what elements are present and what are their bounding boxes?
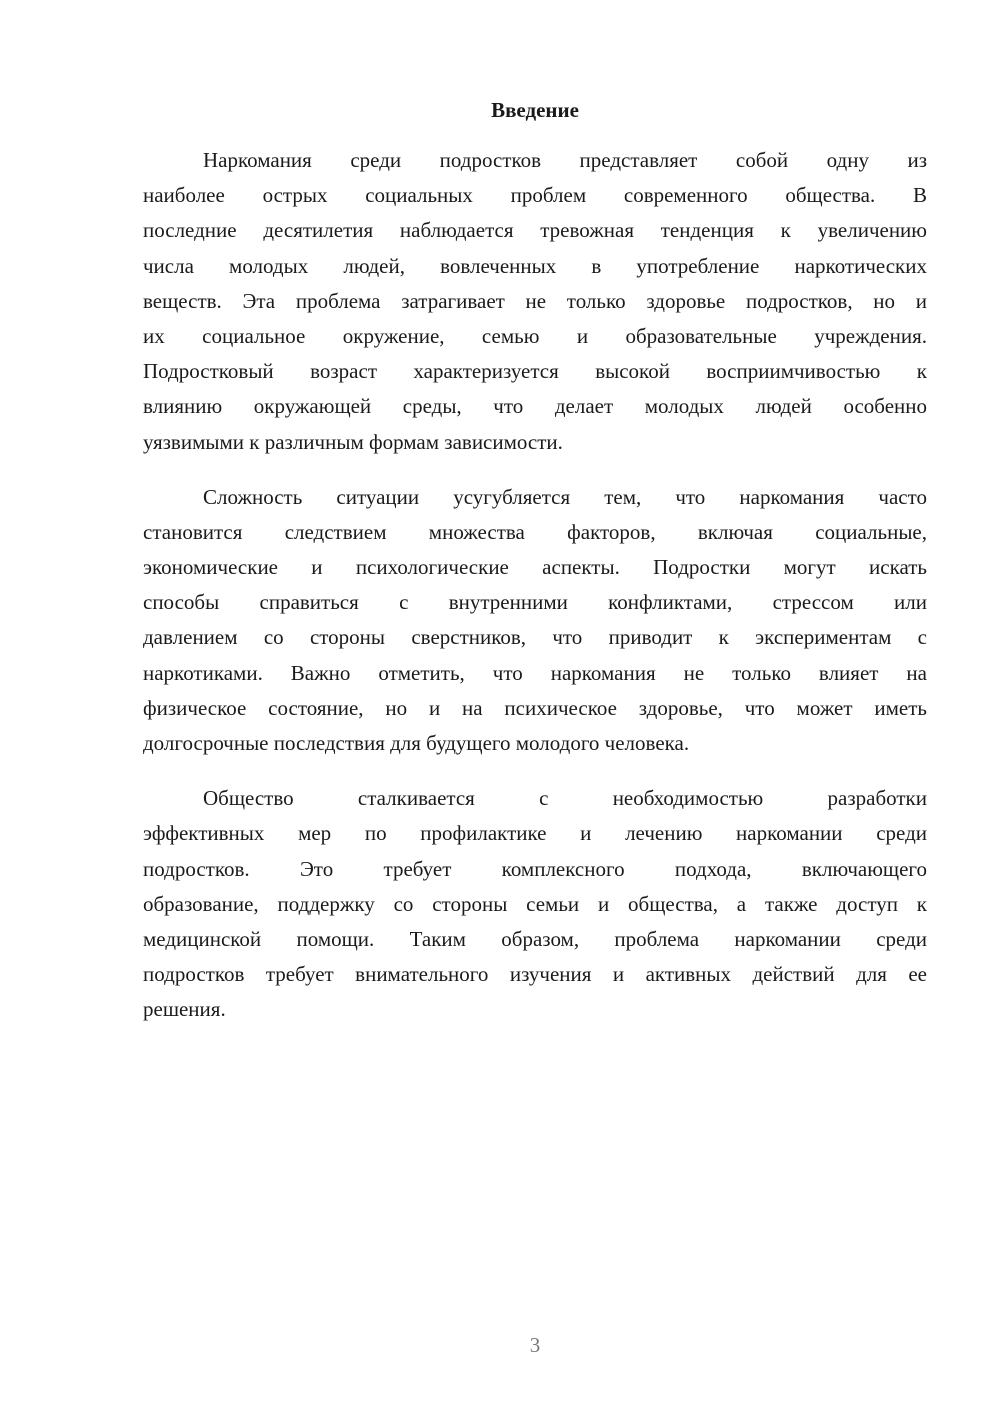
text-line: их социальное окружение, семью и образовательные учреждения. [143, 323, 927, 348]
text-line: веществ. Эта проблема затрагивает не только здоровье подростков, но и [143, 288, 927, 313]
paragraph [143, 781, 927, 1027]
text-line: подростков требует внимательного изучения и активных действий для ее [143, 962, 927, 987]
text-line: Наркомания среди подростков представляет собой одну из [203, 148, 927, 172]
text-line: влиянию окружающей среды, что делает молодых людей особенно [143, 394, 927, 419]
text-line: медицинской помощи. Таким образом, проблема наркомании среди [143, 926, 927, 951]
text-line: Сложность ситуации усугубляется тем, что наркомания часто [203, 484, 927, 509]
text-line: решения. [143, 997, 226, 1022]
text-line: долгосрочные последствия для будущего молодого человека. [143, 731, 690, 755]
section-heading: Введение [491, 98, 579, 122]
text-line: физическое состояние, но и на психическое здоровье, что может иметь [143, 695, 927, 720]
paragraph [143, 143, 927, 460]
text-line: наркотиками. Важно отметить, что наркомания не только влияет на [143, 660, 927, 685]
paragraph [143, 480, 927, 762]
text-line: числа молодых людей, вовлеченных в употребление наркотических [143, 253, 927, 278]
text-line: экономические и психологические аспекты. Подростки могут искать [143, 555, 927, 580]
text-line: Общество сталкивается с необходимостью разработки [203, 786, 927, 811]
text-line: наиболее острых социальных проблем современного общества. В [143, 183, 927, 208]
text-line: эффективных мер по профилактике и лечению наркомании среди [143, 821, 927, 846]
text-line: давлением со стороны сверстников, что приводит к экспериментам с [143, 625, 927, 650]
text-line: способы справиться с внутренними конфликтами, стрессом или [143, 590, 927, 615]
text-line: образование, поддержку со стороны семьи и общества, а также доступ к [143, 891, 927, 916]
page-number: 3 [529, 1333, 541, 1357]
text-line: подростков. Это требует комплексного подхода, включающего [143, 856, 927, 881]
document-body [143, 143, 927, 1048]
text-line: последние десятилетия наблюдается тревожная тенденция к увеличению [143, 218, 927, 243]
text-line: Подростковый возраст характеризуется высокой восприимчивостью к [143, 359, 927, 384]
text-line: становится следствием множества факторов, включая социальные, [143, 519, 927, 544]
text-line: уязвимыми к различным формам зависимости. [143, 429, 563, 454]
